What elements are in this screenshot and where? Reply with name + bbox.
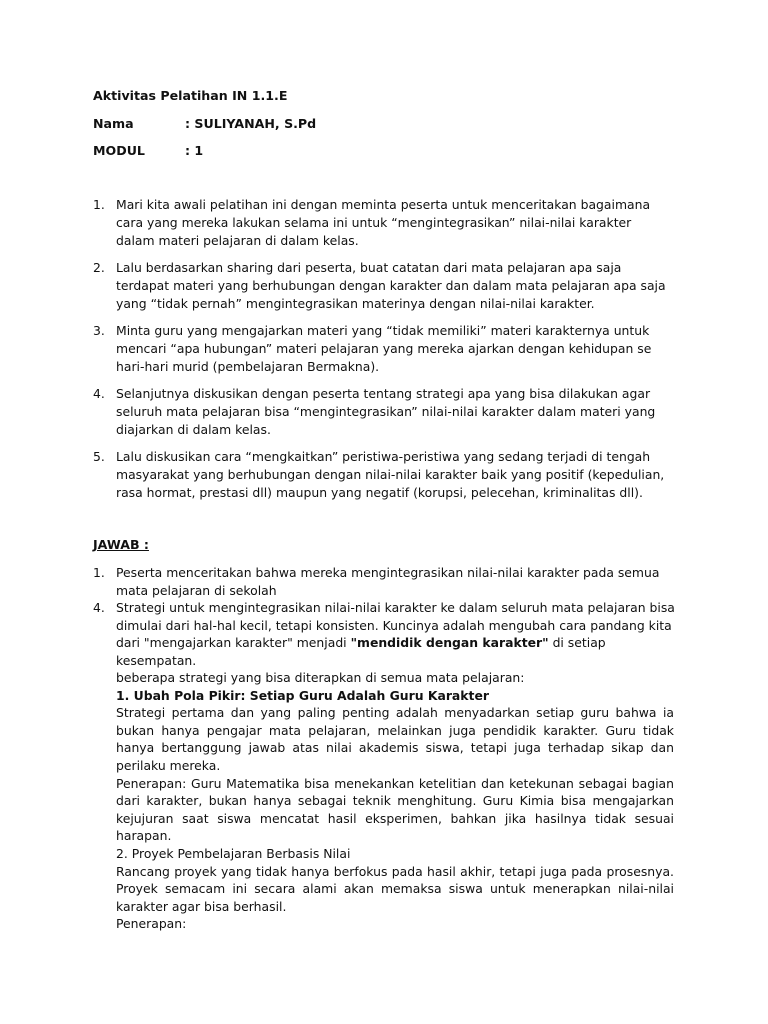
nama-value: : SULIYANAH, S.Pd (185, 116, 317, 131)
answer-text-after: di setiap kesempatan. (116, 635, 606, 668)
jawab-heading: JAWAB : (93, 537, 149, 552)
question-number: 1. (93, 197, 105, 212)
question-text: Selanjutnya diskusikan dengan peserta tentang strategi apa yang bisa dilakukan agar seluruh mata pelajaran bisa “mengintegrasikan” nilai-nilai karakter dalam materi yang diajarkan di dalam kelas. (116, 386, 656, 437)
strategy-2-application: Penerapan: (116, 916, 187, 932)
answer-item (93, 599, 675, 669)
question-number: 4. (93, 386, 105, 401)
question-number: 5. (93, 449, 105, 464)
strategy-1-application: Penerapan: Guru Matematika bisa menekankan ketelitian dan ketekunan sebagai bagian dari karakter, bukan hanya sebagai teknik menghitung. Guru Kimia bisa mengajarkan kejujuran saat siswa mencatat hasil eksperimen, bahkan jika hasilnya tidak sesuai harapan. (116, 775, 674, 844)
strategy-intro: beberapa strategi yang bisa diterapkan di semua mata pelajaran: (116, 670, 525, 685)
nama-label: Nama (93, 116, 134, 131)
document-title: Aktivitas Pelatihan IN 1.1.E (93, 88, 288, 103)
question-text: Mari kita awali pelatihan ini dengan meminta peserta untuk menceritakan bagaimana cara yang mereka lakukan selama ini untuk “mengintegrasikan” nilai-nilai karakter dalam materi pelajaran di dalam kelas. (116, 197, 651, 248)
answer-text: Peserta menceritakan bahwa mereka mengintegrasikan nilai-nilai karakter pada semua mata pelajaran di sekolah (116, 565, 660, 598)
question-text: Minta guru yang mengajarkan materi yang “tidak memiliki” materi karakternya untuk mencari “apa hubungan” materi pelajaran yang mereka ajarkan dengan kehidupan se hari-hari murid (pembelajaran Bermakna). (116, 323, 652, 374)
question-item (93, 448, 673, 502)
answer-text-before: Strategi untuk mengintegrasikan nilai-nilai karakter ke dalam seluruh mata pelajaran bisa dimulai dari hal-hal kecil, tetapi konsisten. Kuncinya adalah mengubah cara pandang kita dari "mengajarkan karakter" menjadi (116, 600, 675, 651)
question-number: 2. (93, 260, 105, 275)
answer-number: 1. (93, 565, 105, 580)
question-list (93, 196, 673, 511)
answer-item (93, 564, 675, 599)
strategy-section (116, 669, 674, 933)
answer-number: 4. (93, 600, 105, 616)
nama-row (93, 116, 317, 131)
question-item (93, 259, 673, 313)
modul-value: : 1 (185, 143, 204, 158)
modul-row (93, 143, 204, 158)
strategy-1-heading: 1. Ubah Pola Pikir: Setiap Guru Adalah Guru Karakter (116, 687, 489, 703)
strategy-1-paragraph: Strategi pertama dan yang paling penting adalah menyadarkan setiap guru bahwa ia bukan hanya pengajar mata pelajaran, melainkan juga pendidik karakter. Guru tidak hanya bertanggung jawab atas nilai akademis siswa, tetapi juga terhadap sikap dan perilaku mereka. (116, 705, 674, 773)
strategy-2-paragraph: Rancang proyek yang tidak hanya berfokus pada hasil akhir, tetapi juga pada prosesnya. Proyek semacam ini secara alami akan memaksa siswa untuk menerapkan nilai-nilai karakter agar bisa berhasil. (116, 863, 674, 914)
question-item (93, 385, 673, 439)
answer-text-bold: "mendidik dengan karakter" (350, 635, 549, 651)
question-number: 3. (93, 323, 105, 338)
question-item (93, 322, 673, 376)
question-item (93, 196, 673, 250)
question-text: Lalu berdasarkan sharing dari peserta, buat catatan dari mata pelajaran apa saja terdapat materi yang berhubungan dengan karakter dan dalam mata pelajaran apa saja yang “tidak pernah” mengintegrasikan materinya dengan nilai-nilai karakter. (116, 260, 666, 311)
modul-label: MODUL (93, 143, 145, 158)
strategy-2-heading: 2. Proyek Pembelajaran Berbasis Nilai (116, 845, 351, 861)
answer-list (93, 564, 675, 670)
question-text: Lalu diskusikan cara “mengkaitkan” peristiwa-peristiwa yang sedang terjadi di tengah masyarakat yang berhubungan dengan nilai-nilai karakter baik yang positif (kepedulian, rasa hormat, prestasi dll) maupun yang negatif (korupsi, pelecehan, kriminalitas dll). (116, 449, 665, 500)
